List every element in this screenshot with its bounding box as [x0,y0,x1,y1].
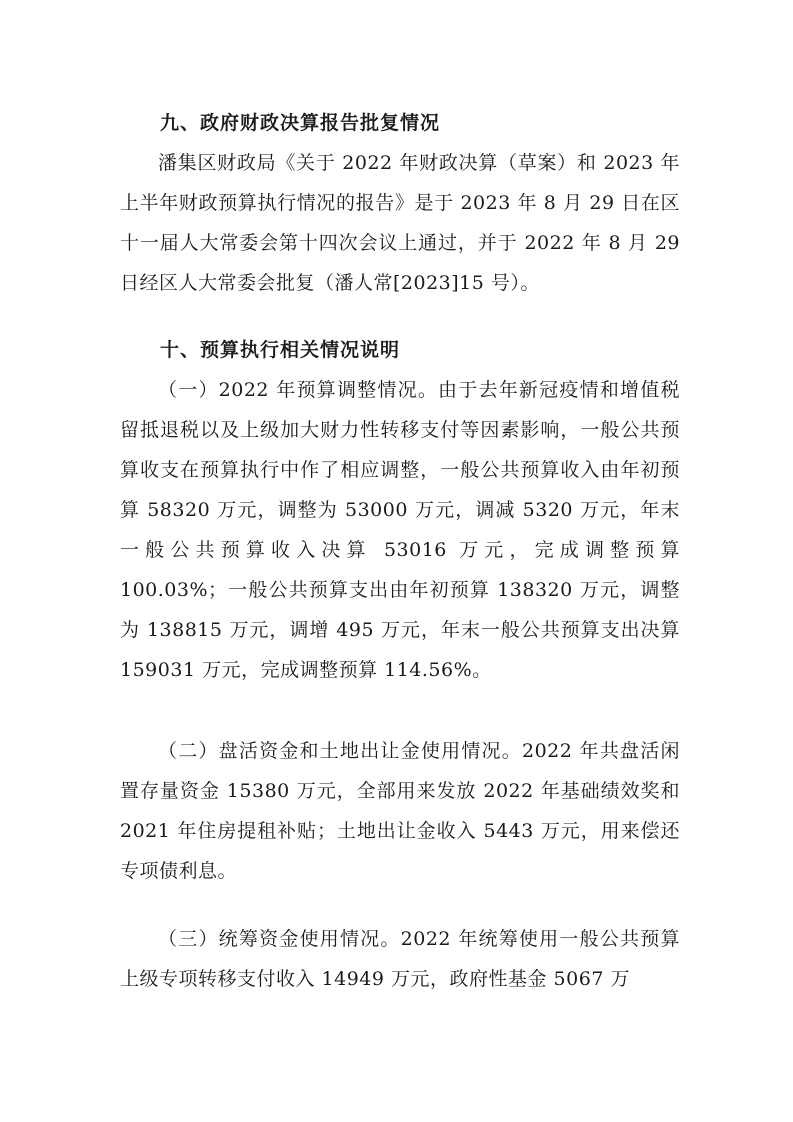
section-9-heading: 九、政府财政决算报告批复情况 [160,112,441,134]
section-10-heading: 十、预算执行相关情况说明 [160,339,401,361]
section-10-item-1: （一）2022 年预算调整情况。由于去年新冠疫情和增值税留抵退税以及上级加大财力性转移支付等因素影响，一般公共预算收支在预算执行中作了相应调整，一般公共预算收入由年初预算 58320 万元，调整为 53000 万元，调减 5320 万元，年末一般公共预算收入决算 53016 万元，完成调整预算 100.03%；一般公共预算支出由年初预算 138320 万元，调整为 138815 万元，调增 495 万元，年末一般公共预算支出决算 159031 万元，完成调整预算 114.56%。 [120,379,680,681]
section-9-body [120,143,680,303]
section-10-item-3-body [120,919,680,999]
section-10-item-2-body [120,731,680,891]
section-9-paragraph: 潘集区财政局《关于 2022 年财政决算（草案）和 2023 年上半年财政预算执行情况的报告》是于 2023 年 8 月 29 日在区十一届人大常委会第十四次会议上通过，并于 2022 年 8 月 29 日经区人大常委会批复（潘人常[2023]15 号）。 [120,152,680,294]
section-10-item-3: （三）统筹资金使用情况。2022 年统筹使用一般公共预算上级专项转移支付收入 14949 万元，政府性基金 5067 万 [120,928,680,990]
section-10-item-1-body [120,370,680,690]
section-10-item-2: （二）盘活资金和土地出让金使用情况。2022 年共盘活闲置存量资金 15380 万元，全部用来发放 2022 年基础绩效奖和 2021 年住房提租补贴；土地出让金收入 5443 万元，用来偿还专项债利息。 [120,740,680,882]
